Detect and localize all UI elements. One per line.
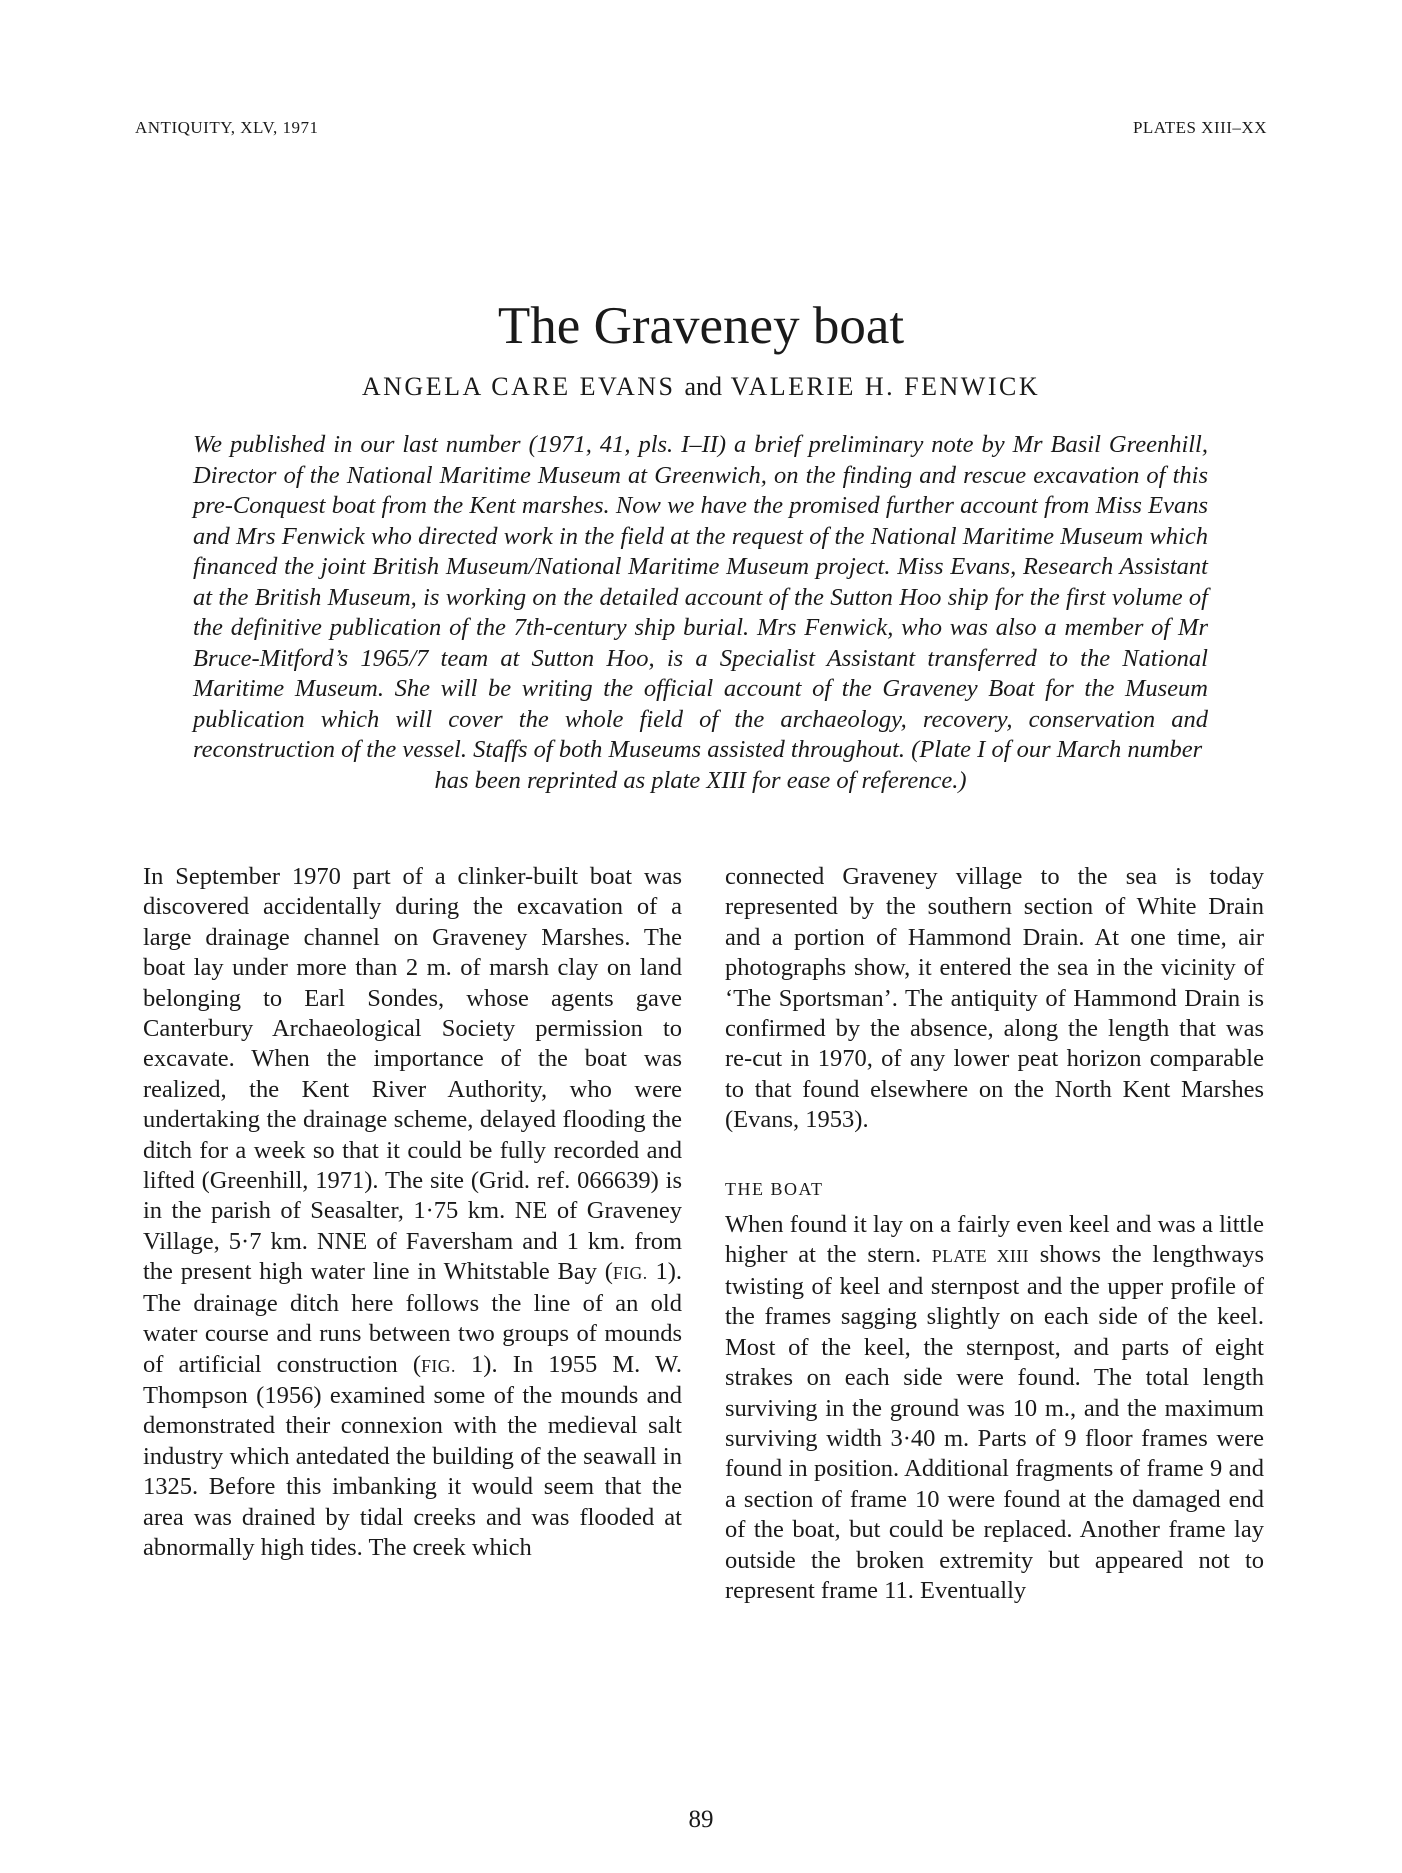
author-2: VALERIE H. FENWICK bbox=[730, 372, 1041, 401]
section-heading: THE BOAT bbox=[725, 1178, 824, 1199]
article-title: The Graveney boat bbox=[497, 297, 905, 355]
journal-citation: ANTIQUITY, XLV, 1971 bbox=[135, 118, 319, 137]
author-1: ANGELA CARE EVANS bbox=[361, 372, 676, 401]
plate-ref: PLATE XIII bbox=[931, 1246, 1030, 1267]
figure-ref: FIG. bbox=[612, 1263, 648, 1284]
text-run: In September 1970 part of a clinker-built boat was discovered accidentally during the excavation of a large drainage channel on Graveney Marshes. The boat lay under more than 2 m. of marsh clay on land belonging to Earl Sondes, whose agents gave Canterbury Archaeological Society permission to excavate. When the importance of the boat was realized, the Kent River Authority, who were undertaking the drainage scheme, delayed flooding the ditch for a week so that it could be fully recorded and lifted (Greenhill, 1971). The site (Grid. ref. 066639) is in the parish of Seasalter, 1·75 km. NE of Graveney Village, 5·7 km. NNE of Faversham and 1 km. from the present high water line in Whitstable Bay ( bbox=[143, 863, 682, 1286]
paragraph: connected Graveney village to the sea is today represented by the southern section of White Drain and a portion of Hammond Drain. At one time, air photographs show, it entered the sea in the vicinity of ‘The Sportsman’. The antiquity of Hammond Drain is confirmed by the absence, along the length that was re-cut in 1970, of any lower peat horizon comparable to that found elsewhere on the North Kent Marshes (Evans, 1953). bbox=[725, 863, 1264, 1134]
running-head bbox=[135, 118, 1267, 138]
text-run: shows the lengthways twisting of keel and sternpost and the upper profile of the frames sagging slightly on each side of the keel. Most of the keel, the sternpost, and parts of eight strakes on each side were found. The total length surviving in the ground was 10 m., and the maximum surviving width 3·40 m. Parts of 9 floor frames were found in position. Additional fragments of frame 9 and a section of frame 10 were found at the damaged end of the boat, but could be replaced. Another frame lay outside the broken extremity but appeared not to represent frame 11. Eventually bbox=[725, 1241, 1264, 1604]
abstract-last-line: has been reprinted as plate XIII for ease of reference.) bbox=[434, 766, 967, 794]
page-number: 89 bbox=[688, 1806, 714, 1833]
editorial-abstract bbox=[193, 430, 1208, 796]
body-column-left bbox=[143, 862, 682, 1563]
abstract-text: We published in our last number (1971, 41, pls. I–II) a brief preliminary note by Mr Basil Greenhill, Director of the National Maritime Museum at Greenwich, on the finding and rescue excavation of this pre-Conquest boat from the Kent marshes. Now we have the promised further account from Miss Evans and Mrs Fenwick who directed work in the field at the request of the National Maritime Museum which financed the joint British Museum/National Maritime Museum project. Miss Evans, Research Assistant at the British Museum, is working on the detailed account of the Sutton Hoo ship for the first volume of the definitive publication of the 7th-century ship burial. Mrs Fenwick, who was also a member of Mr Bruce-Mitford’s 1965/7 team at Sutton Hoo, is a Specialist Assistant transferred to the National Maritime Museum. She will be writing the official account of the Graveney Boat for the Museum publication which will cover the whole field of the archaeology, recovery, conservation and reconstruction of the vessel. Staffs of both Museums assisted throughout. (Plate I of our March number bbox=[193, 431, 1208, 763]
plates-reference: PLATES XIII–XX bbox=[1132, 118, 1267, 137]
text-run: When found it lay on a fairly even keel and was a little higher at the stern. bbox=[725, 1211, 1264, 1269]
author-line bbox=[0, 372, 1402, 402]
body-column-right bbox=[725, 862, 1264, 1606]
author-conjunction: and bbox=[684, 372, 723, 401]
text-run: 1). The drainage ditch here follows the line of an old water course and runs between two groups of mounds of artificial construction ( bbox=[143, 1258, 682, 1378]
figure-ref: FIG. bbox=[421, 1355, 456, 1376]
paragraph bbox=[725, 1210, 1264, 1606]
paragraph bbox=[143, 862, 682, 1563]
text-run: 1). In 1955 M. W. Thompson (1956) examined some of the mounds and demonstrated their connexion with the medieval salt industry which antedated the building of the seawall in 1325. Before this imbanking it would seem that the area was drained by tidal creeks and was flooded at abnormally high tides. The creek which bbox=[143, 1350, 682, 1561]
